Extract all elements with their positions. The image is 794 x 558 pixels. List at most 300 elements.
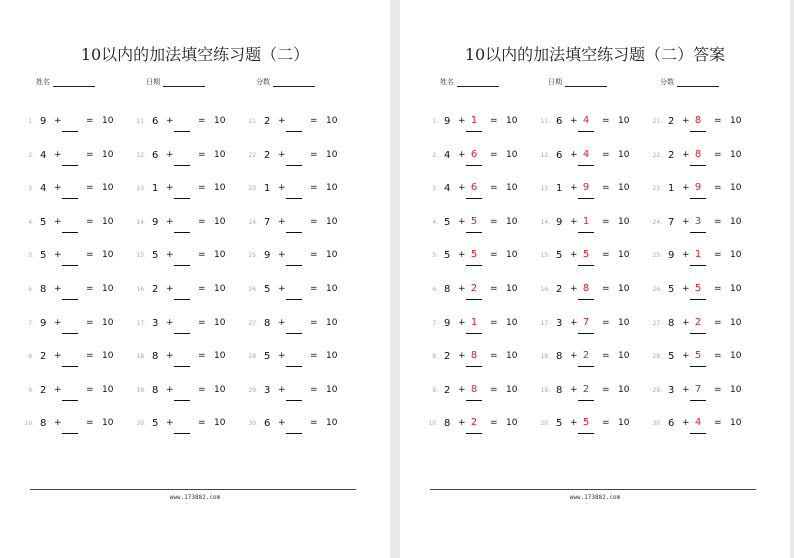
sum-value: 10 <box>326 284 338 294</box>
problem-item <box>424 318 534 344</box>
answer-blank[interactable] <box>286 283 302 300</box>
answer-blank[interactable] <box>286 417 302 434</box>
plus-sign: + <box>166 418 174 429</box>
problem-number: 13. <box>540 185 550 193</box>
sum-value: 10 <box>506 116 518 126</box>
sum-value: 10 <box>102 116 114 126</box>
addend: 2 <box>40 384 47 396</box>
equals-sign: = <box>198 216 206 227</box>
plus-sign: + <box>682 284 690 294</box>
equals-sign: = <box>490 250 498 261</box>
problem-number: 22. <box>248 151 258 159</box>
equals-sign: = <box>714 351 722 362</box>
answer-blank[interactable] <box>62 283 78 300</box>
plus-sign: + <box>278 317 286 328</box>
equals-sign: = <box>198 149 206 160</box>
plus-sign: + <box>682 418 690 429</box>
date-line <box>565 72 607 87</box>
problem-number: 18. <box>540 353 550 361</box>
equals-sign: = <box>310 384 318 395</box>
answer-blank[interactable] <box>62 317 78 334</box>
plus-sign: + <box>278 116 286 126</box>
problem-number: 26. <box>652 286 662 293</box>
problem-item <box>132 318 242 344</box>
problem-number: 28. <box>652 353 662 361</box>
plus-sign: + <box>682 116 690 126</box>
addend: 5 <box>152 250 159 262</box>
plus-sign: + <box>458 351 466 362</box>
answer-value: 8 <box>690 115 706 132</box>
equals-sign: = <box>86 250 94 261</box>
addend: 9 <box>152 216 159 228</box>
plus-sign: + <box>570 116 578 126</box>
answer-blank[interactable] <box>174 350 190 367</box>
sum-value: 10 <box>730 351 742 362</box>
addend: 8 <box>264 317 271 329</box>
plus-sign: + <box>682 384 690 395</box>
plus-sign: + <box>570 284 578 294</box>
problem-number: 18. <box>136 353 146 361</box>
answer-blank[interactable] <box>286 350 302 367</box>
addend: 8 <box>40 418 47 430</box>
sum-value: 10 <box>506 183 518 194</box>
equals-sign: = <box>714 317 722 328</box>
addend: 5 <box>556 250 563 262</box>
plus-sign: + <box>278 384 286 395</box>
problem-number: 19. <box>136 386 146 394</box>
problem-number: 29. <box>248 386 258 394</box>
equals-sign: = <box>86 116 94 126</box>
sum-value: 10 <box>730 384 742 395</box>
problem-number: 5. <box>432 252 438 260</box>
addend: 2 <box>556 284 563 295</box>
answer-value: 2 <box>466 283 482 300</box>
addend: 8 <box>40 284 47 295</box>
answer-value: 8 <box>690 149 706 166</box>
equals-sign: = <box>490 116 498 126</box>
sum-value: 10 <box>326 116 338 126</box>
sum-value: 10 <box>506 250 518 261</box>
addend: 9 <box>668 250 675 262</box>
plus-sign: + <box>278 418 286 429</box>
sum-value: 10 <box>326 384 338 395</box>
answer-value: 2 <box>578 384 594 401</box>
answer-blank[interactable] <box>286 317 302 334</box>
addend: 3 <box>264 384 271 396</box>
plus-sign: + <box>570 418 578 429</box>
equals-sign: = <box>714 149 722 160</box>
problem-number: 9. <box>28 386 34 394</box>
answer-blank[interactable] <box>174 417 190 434</box>
problem-number: 7. <box>432 319 438 327</box>
problem-item <box>648 418 758 444</box>
answer-value: 4 <box>578 149 594 166</box>
answer-blank[interactable] <box>174 115 190 132</box>
equals-sign: = <box>86 183 94 194</box>
answer-value: 9 <box>578 182 594 199</box>
sum-value: 10 <box>214 149 226 160</box>
sum-value: 10 <box>214 284 226 294</box>
problem-item <box>648 250 758 276</box>
plus-sign: + <box>570 250 578 261</box>
answer-blank[interactable] <box>62 384 78 401</box>
addend: 5 <box>264 351 271 363</box>
addend: 2 <box>444 384 451 396</box>
addend: 5 <box>668 284 675 295</box>
equals-sign: = <box>490 284 498 294</box>
equals-sign: = <box>714 216 722 227</box>
sum-value: 10 <box>214 351 226 362</box>
problem-item <box>536 351 646 377</box>
plus-sign: + <box>54 284 62 294</box>
answer-value: 7 <box>690 384 706 401</box>
footer-url: www.173882.com <box>169 494 221 501</box>
sum-value: 10 <box>214 116 226 126</box>
equals-sign: = <box>602 384 610 395</box>
equals-sign: = <box>490 149 498 160</box>
name-field[interactable] <box>440 72 499 87</box>
plus-sign: + <box>166 116 174 126</box>
problem-number: 10. <box>428 420 438 428</box>
addend: 3 <box>556 317 563 329</box>
problem-item <box>536 250 646 276</box>
score-field[interactable] <box>256 72 315 87</box>
plus-sign: + <box>166 284 174 294</box>
answer-blank[interactable] <box>286 149 302 166</box>
equals-sign: = <box>310 317 318 328</box>
problem-item <box>20 318 130 344</box>
answer-blank[interactable] <box>62 115 78 132</box>
footer-divider <box>30 489 356 490</box>
name-label: 姓名 <box>36 78 50 86</box>
equals-sign: = <box>310 284 318 294</box>
problem-item <box>244 150 354 176</box>
problem-item <box>424 284 534 310</box>
equals-sign: = <box>86 351 94 362</box>
problem-number: 15. <box>136 252 146 260</box>
problem-item <box>424 150 534 176</box>
plus-sign: + <box>54 149 62 160</box>
equals-sign: = <box>198 183 206 194</box>
problem-item <box>132 385 242 411</box>
problem-number: 23. <box>652 185 662 193</box>
addend: 7 <box>668 216 675 228</box>
addend: 2 <box>152 284 159 295</box>
addend: 8 <box>152 351 159 363</box>
problem-item <box>424 418 534 444</box>
problem-number: 10. <box>24 420 34 428</box>
addend: 5 <box>152 418 159 430</box>
answer-blank[interactable] <box>174 283 190 300</box>
answer-value: 2 <box>578 350 594 367</box>
answer-value: 5 <box>690 350 706 367</box>
problem-number: 2. <box>432 151 438 159</box>
plus-sign: + <box>278 216 286 227</box>
problem-item <box>20 385 130 411</box>
problem-number: 4. <box>432 218 438 226</box>
addend: 5 <box>40 216 47 228</box>
name-line <box>457 72 499 87</box>
problem-number: 20. <box>136 420 146 428</box>
answer-value: 8 <box>578 283 594 300</box>
sum-value: 10 <box>214 216 226 227</box>
answer-value: 9 <box>690 182 706 199</box>
equals-sign: = <box>602 149 610 160</box>
answer-blank[interactable] <box>286 249 302 266</box>
score-line <box>677 72 719 87</box>
answer-blank[interactable] <box>174 384 190 401</box>
name-field[interactable] <box>36 72 95 87</box>
problem-item <box>244 418 354 444</box>
answer-value: 4 <box>578 115 594 132</box>
equals-sign: = <box>310 418 318 429</box>
equals-sign: = <box>490 216 498 227</box>
problem-number: 19. <box>540 386 550 394</box>
answer-value: 3 <box>690 216 706 233</box>
plus-sign: + <box>166 216 174 227</box>
plus-sign: + <box>54 384 62 395</box>
plus-sign: + <box>682 183 690 194</box>
addend: 1 <box>264 183 271 195</box>
sum-value: 10 <box>618 284 630 294</box>
addend: 8 <box>668 317 675 329</box>
answer-blank[interactable] <box>62 216 78 233</box>
addend: 3 <box>668 384 675 396</box>
answer-blank[interactable] <box>286 115 302 132</box>
sum-value: 10 <box>618 418 630 429</box>
addend: 6 <box>556 116 563 127</box>
plus-sign: + <box>278 183 286 194</box>
sum-value: 10 <box>326 216 338 227</box>
problem-number: 27. <box>652 319 662 327</box>
problem-item <box>132 150 242 176</box>
sum-value: 10 <box>326 418 338 429</box>
problem-number: 2. <box>28 151 34 159</box>
problem-item <box>648 318 758 344</box>
plus-sign: + <box>458 317 466 328</box>
problem-number: 27. <box>248 319 258 327</box>
problem-item <box>244 318 354 344</box>
plus-sign: + <box>682 250 690 261</box>
answer-blank[interactable] <box>174 249 190 266</box>
date-field[interactable] <box>548 72 607 87</box>
equals-sign: = <box>310 116 318 126</box>
addend: 1 <box>668 183 675 195</box>
problem-number: 6. <box>432 286 438 293</box>
problem-item <box>244 351 354 377</box>
problem-number: 6. <box>28 286 34 293</box>
sum-value: 10 <box>618 216 630 227</box>
answer-blank[interactable] <box>174 182 190 199</box>
answer-blank[interactable] <box>174 149 190 166</box>
problem-number: 9. <box>432 386 438 394</box>
addend: 4 <box>40 183 47 195</box>
addend: 5 <box>444 216 451 228</box>
problem-item <box>20 217 130 243</box>
sum-value: 10 <box>506 351 518 362</box>
addend: 9 <box>556 216 563 228</box>
problem-item <box>244 183 354 209</box>
problem-number: 7. <box>28 319 34 327</box>
sum-value: 10 <box>102 384 114 395</box>
answer-value: 5 <box>466 249 482 266</box>
problem-number: 24. <box>652 218 662 226</box>
date-line <box>163 72 205 87</box>
date-field[interactable] <box>146 72 205 87</box>
equals-sign: = <box>86 284 94 294</box>
problem-number: 8. <box>28 353 34 361</box>
problem-item <box>20 116 130 142</box>
equals-sign: = <box>310 149 318 160</box>
answer-value: 5 <box>466 216 482 233</box>
plus-sign: + <box>278 149 286 160</box>
problem-item <box>648 284 758 310</box>
sum-value: 10 <box>102 250 114 261</box>
problem-number: 11. <box>540 118 550 125</box>
addend: 6 <box>668 418 675 430</box>
problem-item <box>244 116 354 142</box>
problem-item <box>648 183 758 209</box>
plus-sign: + <box>54 116 62 126</box>
answer-blank[interactable] <box>62 249 78 266</box>
problem-number: 11. <box>136 118 146 125</box>
equals-sign: = <box>310 183 318 194</box>
sum-value: 10 <box>730 116 742 126</box>
equals-sign: = <box>714 418 722 429</box>
score-field[interactable] <box>660 72 719 87</box>
problem-number: 24. <box>248 218 258 226</box>
problem-item <box>648 116 758 142</box>
sum-value: 10 <box>102 183 114 194</box>
sum-value: 10 <box>506 384 518 395</box>
equals-sign: = <box>602 351 610 362</box>
addend: 2 <box>668 149 675 161</box>
equals-sign: = <box>490 384 498 395</box>
problem-item <box>536 150 646 176</box>
problem-item <box>536 385 646 411</box>
problem-item <box>20 250 130 276</box>
equals-sign: = <box>602 183 610 194</box>
name-label: 姓名 <box>440 78 454 86</box>
sum-value: 10 <box>214 183 226 194</box>
score-label: 分数 <box>660 78 674 86</box>
problem-item <box>536 116 646 142</box>
plus-sign: + <box>166 351 174 362</box>
plus-sign: + <box>458 216 466 227</box>
problem-item <box>20 418 130 444</box>
answer-blank[interactable] <box>62 417 78 434</box>
answer-value: 4 <box>690 417 706 434</box>
problem-item <box>20 150 130 176</box>
worksheet-page <box>0 0 390 558</box>
addend: 8 <box>444 284 451 295</box>
answer-value: 8 <box>466 384 482 401</box>
equals-sign: = <box>86 149 94 160</box>
answer-value: 7 <box>578 317 594 334</box>
plus-sign: + <box>458 116 466 126</box>
problem-item <box>244 385 354 411</box>
sum-value: 10 <box>326 317 338 328</box>
answer-value: 5 <box>578 417 594 434</box>
plus-sign: + <box>54 351 62 362</box>
answer-blank[interactable] <box>286 384 302 401</box>
equals-sign: = <box>198 116 206 126</box>
answer-blank[interactable] <box>174 216 190 233</box>
answer-blank[interactable] <box>62 182 78 199</box>
sum-value: 10 <box>506 216 518 227</box>
plus-sign: + <box>458 384 466 395</box>
answer-blank[interactable] <box>286 182 302 199</box>
equals-sign: = <box>602 216 610 227</box>
equals-sign: = <box>86 384 94 395</box>
sum-value: 10 <box>506 284 518 294</box>
addend: 9 <box>40 317 47 329</box>
sum-value: 10 <box>506 418 518 429</box>
sum-value: 10 <box>102 216 114 227</box>
problem-number: 4. <box>28 218 34 226</box>
footer-divider <box>430 489 756 490</box>
equals-sign: = <box>490 351 498 362</box>
problem-number: 8. <box>432 353 438 361</box>
addend: 2 <box>668 116 675 127</box>
plus-sign: + <box>458 284 466 294</box>
score-line <box>273 72 315 87</box>
problem-item <box>132 217 242 243</box>
equals-sign: = <box>714 116 722 126</box>
problem-item <box>424 217 534 243</box>
answer-blank[interactable] <box>62 149 78 166</box>
sum-value: 10 <box>730 317 742 328</box>
equals-sign: = <box>198 351 206 362</box>
problem-number: 16. <box>540 286 550 293</box>
problem-number: 16. <box>136 286 146 293</box>
plus-sign: + <box>570 216 578 227</box>
answer-blank[interactable] <box>286 216 302 233</box>
info-row <box>0 72 390 90</box>
problem-number: 20. <box>540 420 550 428</box>
answer-page <box>400 0 790 558</box>
addend: 9 <box>444 116 451 127</box>
problem-number: 12. <box>136 151 146 159</box>
addend: 9 <box>444 317 451 329</box>
problem-number: 23. <box>248 185 258 193</box>
answer-value: 6 <box>466 182 482 199</box>
addend: 7 <box>264 216 271 228</box>
plus-sign: + <box>682 149 690 160</box>
problem-number: 3. <box>28 185 34 193</box>
answer-blank[interactable] <box>174 317 190 334</box>
sum-value: 10 <box>730 418 742 429</box>
addend: 6 <box>264 418 271 430</box>
problem-number: 26. <box>248 286 258 293</box>
answer-blank[interactable] <box>62 350 78 367</box>
plus-sign: + <box>54 183 62 194</box>
sum-value: 10 <box>730 183 742 194</box>
problem-number: 1. <box>432 118 438 125</box>
plus-sign: + <box>570 384 578 395</box>
sum-value: 10 <box>326 183 338 194</box>
sum-value: 10 <box>102 149 114 160</box>
sum-value: 10 <box>618 250 630 261</box>
sum-value: 10 <box>326 250 338 261</box>
addend: 9 <box>264 250 271 262</box>
equals-sign: = <box>602 250 610 261</box>
addend: 2 <box>40 351 47 363</box>
plus-sign: + <box>278 250 286 261</box>
sum-value: 10 <box>326 149 338 160</box>
problem-item <box>536 217 646 243</box>
problem-item <box>648 217 758 243</box>
